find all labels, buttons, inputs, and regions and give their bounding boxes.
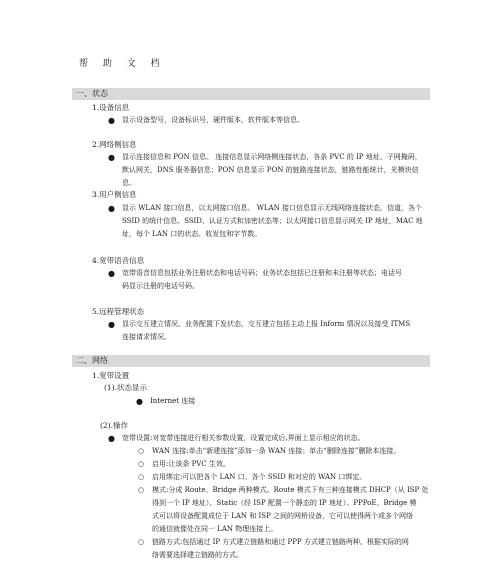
circle-bullet-icon: ○ — [138, 473, 145, 481]
bullet-line: 显示连接信息和 PON 信息。 连接信息显示网络侧连接状态，各条 PVC 的 IP 地址、子网掩码， — [122, 153, 422, 161]
sub-item-line: 式可以将设备配置成位于 LAN 和 ISP 之间的网桥设备，它可以使得两个或多个网络 — [152, 512, 413, 520]
bullet-device-info — [108, 114, 422, 127]
bullet-line: 显示 WLAN 接口信息，以太网接口信息。 WLAN 接口信息显示无线网络连接状态，信道，各个 — [122, 204, 422, 212]
sub-item-wan-connection — [138, 445, 442, 458]
sub-item-mode — [138, 484, 442, 536]
bullet-line: 宽带语音信息包括业务注册状态和电话号码；业务状态包括已注册和未注册等状态；电话号 — [122, 269, 402, 277]
bullet-line: 连接请求情况。 — [122, 333, 171, 341]
heading-network-side-info: 2.网络侧信息 — [92, 140, 137, 149]
heading-voice-info: 4.宽带语音信息 — [92, 256, 145, 265]
bullet-dot-icon: ● — [108, 116, 115, 125]
heading-broadband-settings: 1.宽带设置 — [92, 371, 130, 380]
circle-bullet-icon: ○ — [138, 460, 145, 468]
sub-item-link-mode — [138, 536, 442, 562]
sub-item-line: 得到一个 IP 地址）、Static（经 ISP 配置一个静态的 IP 地址）、PPPoE。Bridge 模 — [152, 499, 417, 507]
sub-item-enable — [138, 458, 442, 471]
bullet-line: 显示交互建立情况、业务配置下发状态，交互建立包括主动上报 Inform 情况以及接受 ITMS — [122, 320, 411, 328]
circle-bullet-icon: ○ — [138, 447, 145, 455]
sub-item-line: 络需要选择建立链路的方式。 — [152, 551, 243, 559]
bullet-dot-icon: ● — [108, 204, 115, 213]
heading-user-side-info: 3.用户侧信息 — [92, 190, 137, 199]
circle-bullet-icon: ○ — [138, 486, 145, 494]
heading-operation: (2).操作 — [100, 421, 129, 430]
sub-item-line: WAN 连接:单击“新建连接”添加一条 WAN 连接；单击“删除连接”删除本连接。 — [152, 447, 401, 455]
bullet-dot-icon: ● — [108, 269, 115, 278]
heading-remote-management: 5.远程管理状态 — [92, 307, 145, 316]
heading-status-display: (1).状态显示 — [104, 383, 148, 392]
bullet-text: 显示设备型号，设备标识号，硬件版本，软件版本等信息。 — [122, 116, 304, 124]
bullet-text: 宽带设置:对宽带连接进行相关参数设置，设置完成后,界面上显示相应的状态。 — [122, 434, 365, 442]
sub-item-line: 的通信就像处在同一 LAN 物理连接上。 — [152, 525, 278, 533]
sub-item-line: 启用:让该条 PVC 生效。 — [152, 460, 230, 468]
sub-item-line: 链路方式:包括通过 IP 方式建立链路和通过 PPP 方式建立链路两种。根据实际的网 — [152, 538, 409, 546]
bullet-text: Internet 连接 — [150, 397, 196, 405]
bullet-network-side-info — [108, 151, 432, 190]
circle-bullet-icon: ○ — [138, 538, 145, 546]
heading-device-info: 1.设备信息 — [92, 103, 130, 112]
bullet-dot-icon: ● — [108, 434, 115, 443]
document-title: 帮 助 文 档 — [79, 59, 166, 69]
bullet-internet-connection — [136, 395, 350, 408]
bullet-dot-icon: ● — [136, 397, 143, 406]
section-heading-status: 一、状态 — [72, 88, 430, 100]
bullet-user-side-info — [108, 202, 432, 241]
sub-item-line: 启用绑定:可以把各个 LAN 口、各个 SSID 和对应的 WAN 口绑定。 — [152, 473, 367, 481]
sub-item-line: 模式:分成 Route、Bridge 两种模式。Route 模式下有三种连接模式 DHCP（从 ISP 处 — [152, 486, 429, 494]
bullet-broadband-setting — [108, 432, 432, 445]
bullet-voice-info — [108, 267, 432, 293]
section-heading-network: 二、网络 — [72, 355, 430, 367]
sub-item-enable-binding — [138, 471, 442, 484]
bullet-line: 址，每个 LAN 口的状态、收发包和字节数。 — [122, 230, 262, 238]
bullet-dot-icon: ● — [108, 320, 115, 329]
bullet-remote-management — [108, 318, 432, 344]
bullet-dot-icon: ● — [108, 153, 115, 162]
bullet-line: 默认网关，DNS 服务器信息；PON 信息显示 PON 的链路连接状态，链路性能统计，光模块信息。 — [122, 166, 419, 187]
bullet-line: 码显示注册的电话号码。 — [122, 282, 199, 290]
bullet-line: SSID 的统计信息、SSID、认证方式和加密状态等；以太网接口信息显示网关 IP 地址，MAC 地 — [122, 217, 423, 225]
